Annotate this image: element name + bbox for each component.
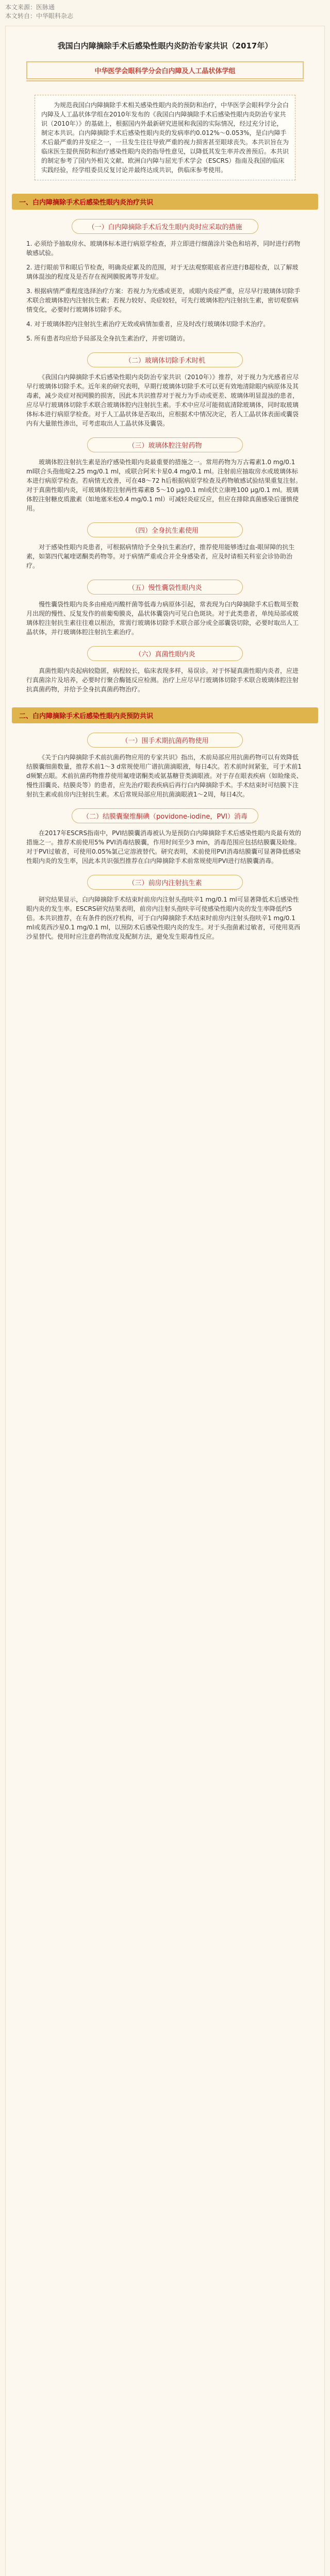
section-prevention-heading: 二、白内障摘除手术后感染性眼内炎预防共识 xyxy=(12,707,318,723)
paragraph: 《关于白内障摘除手术前抗菌药物应用的专家共识》指出，术前局部应用抗菌药物可以有效降低结膜囊细菌数量，推荐术前1～3 d常规使用广谱抗菌滴眼液，每日4次。若术前时间紧张，可于术前1 d频繁点眼。术前抗菌药物推荐使用氟喹诺酮类或氨基糖苷类滴眼液。对于存在眼表疾病（如睑缘炎、慢性泪囊炎、结膜炎等）的患者，应先治疗眼表疾病后再行白内障摘除手术。手术结束时可结膜下注射抗生素或前房内注射抗生素。术后常规局部应用抗菌滴眼液1～2周，每日4次。 xyxy=(26,754,303,798)
intro-box: 为规范我国白内障摘除手术相关感染性眼内炎的预防和治疗，中华医学会眼科学分会白内障及人工晶状体学组在2010年发布的《我国白内障摘除手术后感染性眼内炎防治专家共识（2010年）》的基础上，根据国内外最新研究进展和我国的实际情况，经过充分讨论，制定本共识。白内障摘除手术后感染性眼内炎的发病率约0.012%～0.053%，是白内障手术后最严重的并发症之一，一旦发生往往导致严重的视力损害甚至眼球丧失。本共识旨在为临床医生提供预防和治疗感染性眼内炎的指导性意见，以降低其发生率并改善预后。本共识的制定参考了国内外相关文献、欧洲白内障与屈光手术学会（ESCRS）指南及我国的临床实践经验，经学组委员反复讨论并最终达成共识，供临床参考使用。 xyxy=(35,95,295,180)
paragraph: 真菌性眼内炎起病较隐匿，病程较长，临床表现多样，易误诊。对于怀疑真菌性眼内炎者，应进行真菌涂片及培养，必要时行聚合酶链反应检测。治疗上应尽早行玻璃体切除手术联合玻璃体腔注射抗真菌药物，并给予全身抗真菌药物治疗。 xyxy=(26,667,299,693)
paragraph: 2. 进行眼前节和眼后节检查，明确炎症累及的范围，对于无法观察眼底者应进行B超检查，以了解玻璃体混浊的程度及是否存在视网膜脱离等并发症。 xyxy=(26,264,299,280)
subheading-chronic-capsular: （五）慢性囊袋性眼内炎 xyxy=(87,580,243,595)
paragraph: 对于感染性眼内炎患者，可根据病情给予全身抗生素治疗，推荐使用能够透过血-眼屏障的抗生素，如第四代氟喹诺酮类药物等。对于病情严重或合并全身感染者，应及时请相关科室会诊协助治疗。 xyxy=(26,544,295,569)
paragraph: 玻璃体腔注射抗生素是治疗感染性眼内炎最重要的措施之一。常用药物为万古霉素1.0 mg/0.1 ml联合头孢他啶2.25 mg/0.1 ml，或联合阿米卡星0.4 mg/0.1 ml。注射前应抽取房水或玻璃体标本进行病原学检查。若病情无改善，可在48～72 h后根据病原学检查及药物敏感试验结果重复注射。对于真菌性眼内炎，可玻璃体腔注射两性霉素B 5～10 μg/0.1 ml或伏立康唑100 μg/0.1 ml。玻璃体腔注射糖皮质激素（如地塞米松0.4 mg/0.1 ml）可减轻炎症反应，但应在排除真菌感染后谨慎使用。 xyxy=(26,459,302,512)
divider xyxy=(26,80,304,81)
article-page xyxy=(5,26,325,2576)
subheading-fungal: （六）真菌性眼内炎 xyxy=(87,646,243,661)
subheading-intravitreal-drugs: （三）玻璃体腔注射药物 xyxy=(87,437,243,452)
document-title: 我国白内障摘除手术后感染性眼内炎防治专家共识（2017年） xyxy=(57,41,273,50)
subheading-intracameral: （三）前房内注射抗生素 xyxy=(87,875,243,890)
paragraph: 在2017年ESCRS指南中，PVI结膜囊消毒被认为是预防白内障摘除手术后感染性眼内炎最有效的措施之一。推荐术前使用5% PVI消毒结膜囊，作用时间至少3 min，消毒范围应包括结膜囊及睑缘。对于PVI过敏者，可使用0.05%氯己定溶液替代。研究表明，术前使用PVI消毒结膜囊可显著降低感染性眼内炎的发生率，因此本共识强烈推荐在白内障摘除手术前常规使用PVI进行结膜囊消毒。 xyxy=(26,829,302,865)
paragraph: 5. 所有患者均应给予局部及全身抗生素治疗，并密切随访。 xyxy=(26,335,189,342)
paragraph: 《我国白内障摘除手术后感染性眼内炎防治专家共识（2010年）》推荐，对于视力为光感者应尽早行玻璃体切除手术。近年来的研究表明，早期行玻璃体切除手术可以更有效地清除眼内病原体及其毒素，减少炎症对视网膜的损害，因此本共识推荐对于视力为手动或更差、玻璃体明显混浊的患者，应尽早行玻璃体切除手术联合玻璃体腔内注射抗生素。手术中应尽可能彻底清除玻璃体，同时取玻璃体标本进行病原学检查。对于人工晶状体是否取出，应根据术中情况决定，若人工晶状体表面或囊袋内有大量脓性渗出，可考虑取出人工晶状体及囊袋。 xyxy=(26,374,299,427)
paragraph: 3. 根据病情严重程度选择治疗方案：若视力为光感或更差，或眼内炎症严重，应尽早行玻璃体切除手术联合玻璃体腔内注射抗生素；若视力较好、炎症较轻，可先行玻璃体腔内注射抗生素，密切观察病情变化，必要时行玻璃体切除手术。 xyxy=(26,287,301,313)
paragraph: 4. 对于玻璃体腔内注射抗生素治疗无效或病情加重者，应及时改行玻璃体切除手术治疗。 xyxy=(26,320,270,328)
paragraph: 研究结果显示，白内障摘除手术结束时前房内注射头孢呋辛1 mg/0.1 ml可显著降低术后感染性眼内炎的发生率。ESCRS研究结果表明，前房内注射头孢呋辛可使感染性眼内炎的发生率降低约5倍。本共识推荐，在有条件的医疗机构，可于白内障摘除手术结束时前房内注射头孢呋辛1 mg/0.1 ml或莫西沙星0.1 mg/0.1 ml，以预防术后感染性眼内炎的发生。对于头孢菌素过敏者，可使用莫西沙星替代。使用时应注意药物浓度及配制方法，避免发生眼毒性反应。 xyxy=(26,896,301,940)
subheading-vitrectomy-timing: （二）玻璃体切除手术时机 xyxy=(87,352,243,367)
subheading-perioperative: （一）围手术期抗菌药物使用 xyxy=(87,733,243,748)
organization-banner: 中华医学会眼科学分会白内障及人工晶状体学组 xyxy=(26,61,304,79)
source-line: 本文来源：医脉通 xyxy=(5,4,55,11)
section-treatment-heading: 一、白内障摘除手术后感染性眼内炎治疗共识 xyxy=(12,194,318,210)
subheading-pvi: （二）结膜囊聚维酮碘（povidone-iodine，PVI）消毒 xyxy=(72,808,258,823)
spacer xyxy=(6,941,324,962)
author-line: 本文转自：中华眼科杂志 xyxy=(5,12,74,20)
subheading-measures: （一）白内障摘除手术后发生眼内炎时应采取的措施 xyxy=(72,219,258,234)
article-meta xyxy=(0,0,330,21)
paragraph: 1. 必须给予抽取房水、玻璃体标本进行病原学检查，并立即进行细菌涂片染色和培养，同时进行药物敏感试验。 xyxy=(26,240,301,257)
subheading-systemic-antibiotics: （四）全身抗生素使用 xyxy=(87,522,243,537)
paragraph: 慢性囊袋性眼内炎多由痤疮丙酸杆菌等低毒力病原体引起，常表现为白内障摘除手术后数周至数月出现的慢性、反复发作的前葡萄膜炎，晶状体囊袋内可见白色斑块。对于此类患者，单纯局部或玻璃体腔注射抗生素往往难以根治，常需行玻璃体切除手术联合部分或全部囊袋切除，必要时取出人工晶状体，并行玻璃体腔注射抗生素治疗。 xyxy=(26,601,299,636)
